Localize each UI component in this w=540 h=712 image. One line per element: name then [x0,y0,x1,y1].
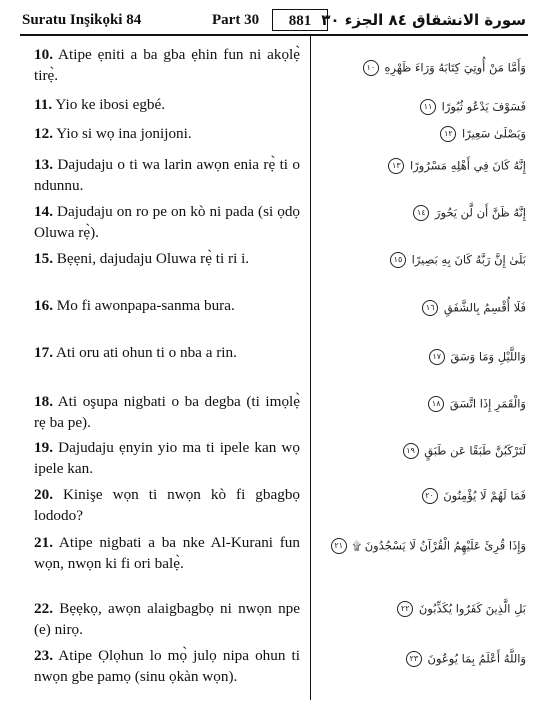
part-label: Part 30 [212,12,260,28]
verse-20: 20. Kinişe wọn ti nwọn kò fi gbagbọ lododo? [34,486,301,524]
verse-end-marker: ١٩ [403,443,419,459]
verse-end-marker: ٢٣ [406,651,422,667]
verse-12: 12. Yio si wọ ina jonijoni. [34,125,192,142]
verse-23: 23. Atipe Ọlọhun lo mọ̀ julọ nipa ohun ti nwọn gbe pamọ (sinu ọkàn wọn). [34,647,300,685]
arabic-verse-14: إِنَّهُ ظَنَّ أَن لَّن يَحُورَ ١٤ [413,205,526,221]
arabic-verse-12: وَيَصْلَىٰ سَعِيرًا ١٢ [440,126,526,142]
verse-end-marker: ١٧ [429,349,445,365]
verse-21: 21. Atipe nigbati a ba nke Al-Kurani fun wọn, nwọn ki fi ori balẹ̀. [34,534,300,572]
verse-end-marker: ١٨ [428,396,444,412]
arabic-verse-21: وَإِذَا قُرِئَ عَلَيْهِمُ الْقُرْآنُ لَا يَسْجُدُونَ ۩ ٢١ [331,538,526,554]
arabic-verse-15: بَلَىٰ إِنَّ رَبَّهُ كَانَ بِهِ بَصِيرًا ١٥ [390,252,526,268]
arabic-verse-20: فَمَا لَهُمْ لَا يُؤْمِنُونَ ٢٠ [422,488,526,504]
header-rule [20,34,528,36]
verse-16: 16. Mo fi awonpapa-sanma bura. [34,297,235,314]
verse-end-marker: ١٠ [363,60,379,76]
verse-13: 13. Dajudaju o ti wa larin awọn enia rẹ̀ ti o ndunnu. [34,156,300,194]
arabic-verse-16: فَلَا أُقْسِمُ بِالشَّفَقِ ١٦ [422,300,526,316]
arabic-verse-11: فَسَوْفَ يَدْعُو ثُبُورًا ١١ [420,99,526,115]
verse-end-marker: ٢٢ [397,601,413,617]
arabic-header: سورة الانشقاق ٨٤ الجزء ٣٠ [321,11,526,29]
verse-22: 22. Bẹẹkọ, awọn alaigbagbọ ni nwọn npe (e) nirọ. [34,600,300,638]
verse-15: 15. Bẹẹni, dajudaju Oluwa rẹ̀ ti ri i. [34,250,250,267]
verse-end-marker: ٢١ [331,538,347,554]
arabic-verse-22: بَلِ الَّذِينَ كَفَرُوا يُكَذِّبُونَ ٢٢ [397,601,526,617]
verse-19: 19. Dajudaju ẹnyin yio ma ti ipele kan wọ ipele kan. [34,439,300,477]
verse-11: 11. Yio ke ibosi egbé. [34,96,166,113]
verse-end-marker: ١٤ [413,205,429,221]
arabic-verse-23: وَاللَّهُ أَعْلَمُ بِمَا يُوعُونَ ٢٣ [406,651,526,667]
arabic-verse-17: وَاللَّيْلِ وَمَا وَسَقَ ١٧ [429,349,526,365]
arabic-verse-10: وَأَمَّا مَنْ أُوتِيَ كِتَابَهُ وَرَاءَ ظَهْرِهِ ١٠ [363,60,526,76]
arabic-verse-18: وَالْقَمَرِ إِذَا اتَّسَقَ ١٨ [428,396,526,412]
verse-end-marker: ١١ [420,99,436,115]
verse-end-marker: ٢٠ [422,488,438,504]
surah-title: Suratu Inşikọki 84 [22,12,142,28]
verse-18: 18. Ati oşupa nigbati o ba degba (ti imọlẹ̀ rẹ ba pe). [34,393,300,431]
column-divider [310,36,311,700]
page-header [20,6,528,36]
verse-end-marker: ١٦ [422,300,438,316]
arabic-verse-19: لَتَرْكَبُنَّ طَبَقًا عَن طَبَقٍ ١٩ [403,443,526,459]
arabic-verse-13: إِنَّهُ كَانَ فِي أَهْلِهِ مَسْرُورًا ١٣ [388,158,526,174]
verse-10: 10. Atipe ẹniti a ba gba ẹhin fun ni akọlẹ̀ tirẹ̀. [34,46,300,84]
verse-end-marker: ١٥ [390,252,406,268]
verse-17: 17. Ati oru ati ohun ti o nba a rin. [34,344,237,361]
verse-end-marker: ١٢ [440,126,456,142]
verse-14: 14. Dajudaju on ro pe on kò ni pada (si ọdọ Oluwa rẹ̀). [34,203,301,241]
page-number: 881 [272,9,328,31]
verse-end-marker: ١٣ [388,158,404,174]
